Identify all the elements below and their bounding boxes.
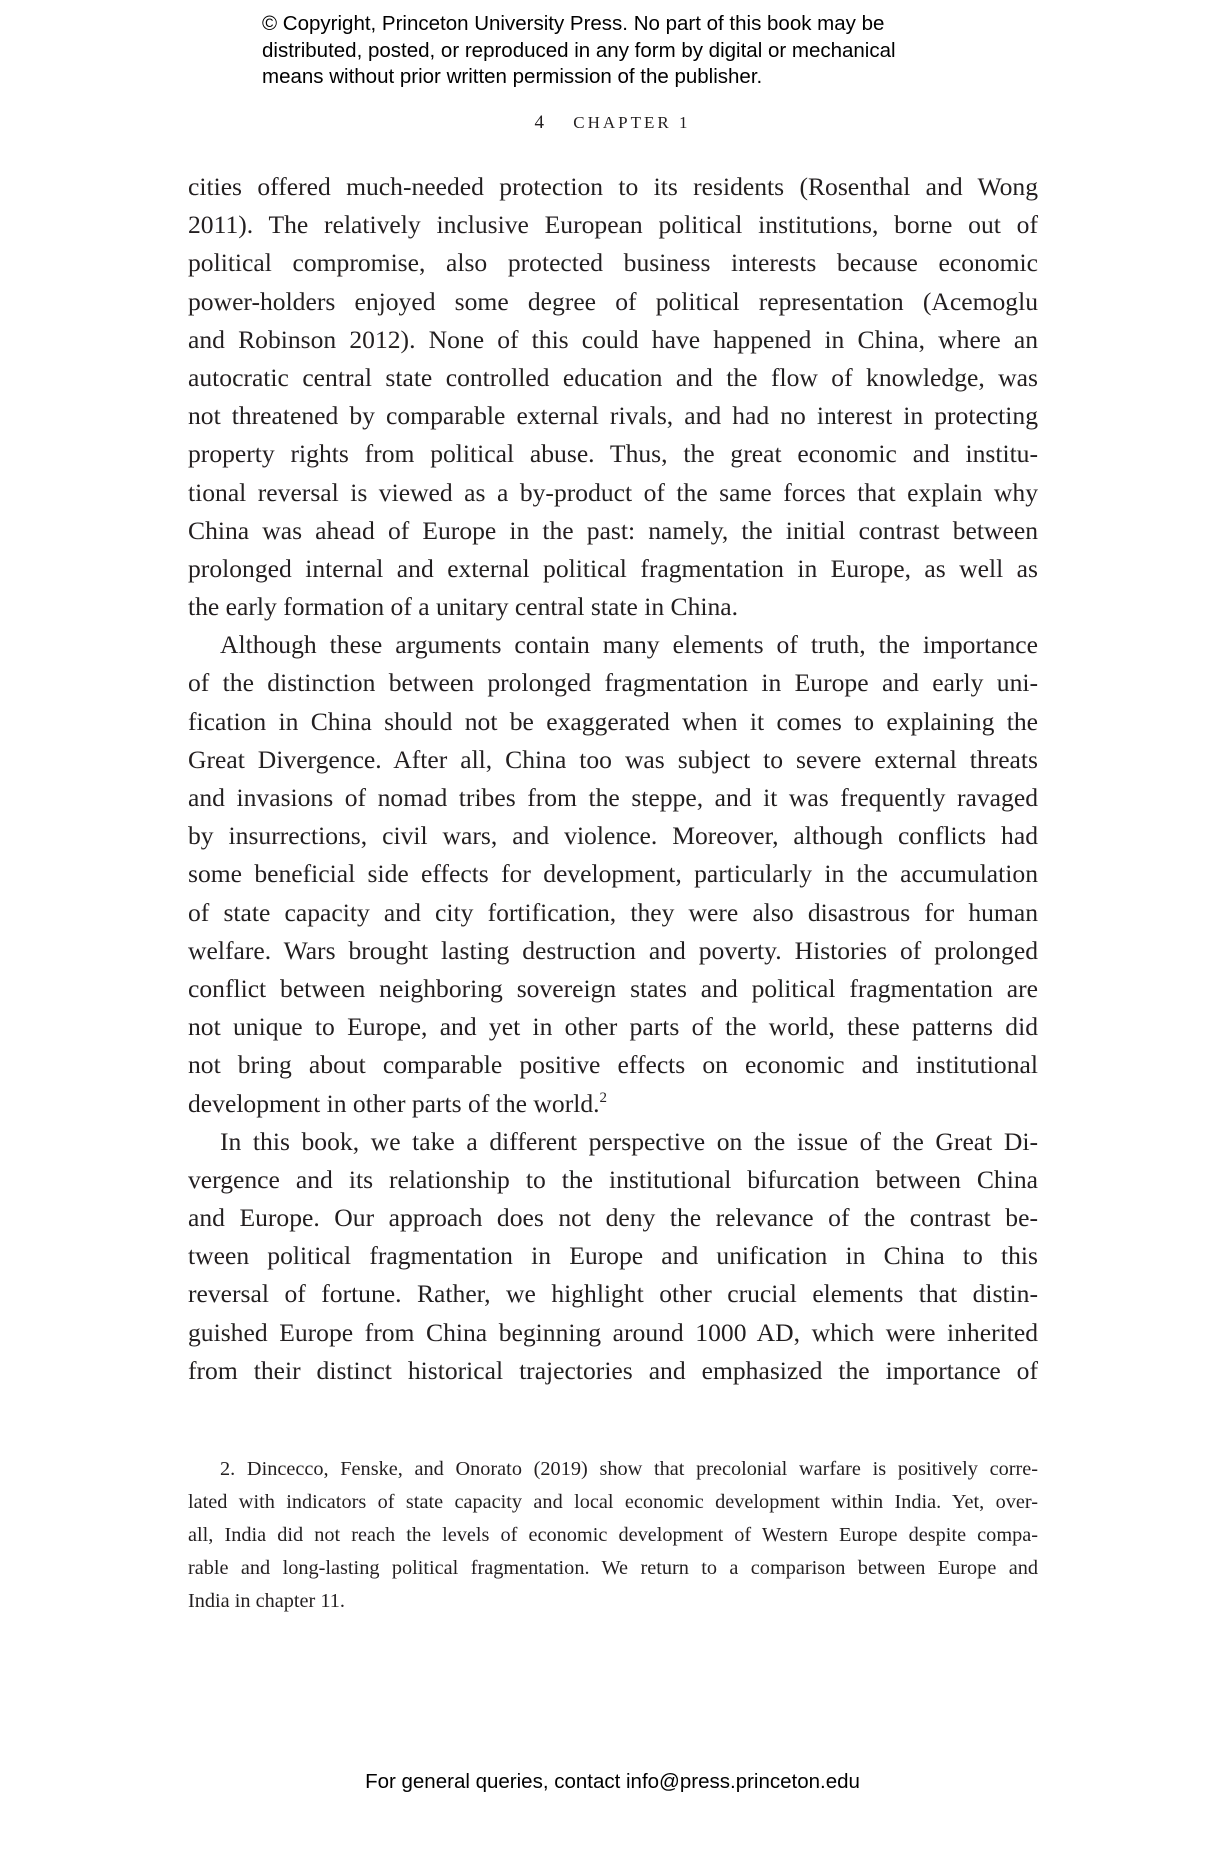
text-line: tween political fragmentation in Europe and unification in China to this [188,1241,1038,1271]
copyright-notice [262,11,1002,91]
text-line: not threatened by comparable external rivals, and had no interest in protecting [188,401,1038,431]
copyright-line: means without prior written permission of the publisher. [262,65,763,88]
footnote-line: rable and long-lasting political fragmentation. We return to a comparison between Europe and [188,1557,1038,1580]
paragraph-1 [188,168,1038,626]
text-line: from their distinct historical trajectories and emphasized the importance of [188,1355,1038,1385]
paragraph-3 [188,1123,1038,1390]
body-text [188,168,1038,1390]
footnote-line: India in chapter 11. [188,1590,345,1613]
text-line: autocratic central state controlled education and the flow of knowledge, was [188,362,1038,392]
footnote-line: 2. Dincecco, Fenske, and Onorato (2019) show that precolonial warfare is positively corre- [220,1458,1038,1480]
footnote [188,1453,1038,1618]
text-line: Great Divergence. After all, China too was subject to severe external threats [188,744,1038,774]
text-line: development in other parts of the world. [188,1088,600,1118]
footer-contact: For general queries, contact info@press.princeton.edu [365,1770,860,1793]
text-line: of the distinction between prolonged fragmentation in Europe and early uni- [188,668,1038,698]
text-line: property rights from political abuse. Thus, the great economic and institu- [188,439,1038,469]
text-line: China was ahead of Europe in the past: namely, the initial contrast between [188,515,1038,545]
text-line: not bring about comparable positive effects on economic and institutional [188,1050,1038,1080]
text-line: tional reversal is viewed as a by-product of the same forces that explain why [188,477,1038,507]
text-line-with-ref [188,1085,1038,1123]
footnote-ref[interactable]: 2 [599,1089,608,1106]
text-line: 2011). The relatively inclusive European political institutions, borne out of [188,210,1038,240]
footnote-line: lated with indicators of state capacity and local economic development within India. Yet, over- [188,1491,1038,1514]
text-line: prolonged internal and external political fragmentation in Europe, as well as [188,553,1038,583]
text-line: and Europe. Our approach does not deny the relevance of the contrast be- [188,1203,1038,1233]
text-line: not unique to Europe, and yet in other parts of the world, these patterns did [188,1012,1038,1042]
text-line: Although these arguments contain many elements of truth, the importance [220,630,1038,660]
text-line: of state capacity and city fortification, they were also disastrous for human [188,897,1038,927]
text-line: and Robinson 2012). None of this could have happened in China, where an [188,324,1038,354]
text-line: In this book, we take a different perspective on the issue of the Great Di- [220,1126,1038,1156]
text-line: vergence and its relationship to the institutional bifurcation between China [188,1164,1038,1194]
text-line: power-holders enjoyed some degree of political representation (Acemoglu [188,286,1038,316]
copyright-line: distributed, posted, or reproduced in any form by digital or mechanical [262,38,896,62]
text-line: by insurrections, civil wars, and violence. Moreover, although conflicts had [188,821,1038,851]
copyright-line: © Copyright, Princeton University Press. No part of this book may be [262,12,885,35]
footnote-line: all, India did not reach the levels of economic development of Western Europe despite compa- [188,1524,1038,1547]
text-line: conflict between neighboring sovereign states and political fragmentation are [188,973,1038,1003]
chapter-label: CHAPTER 1 [573,113,691,132]
text-line: political compromise, also protected business interests because economic [188,248,1038,278]
text-line: welfare. Wars brought lasting destruction and poverty. Histories of prolonged [188,935,1038,965]
text-line: some beneficial side effects for development, particularly in the accumulation [188,859,1038,889]
text-line: fication in China should not be exaggerated when it comes to explaining the [188,706,1038,736]
text-line: the early formation of a unitary central state in China. [188,592,739,622]
paragraph-2 [188,626,1038,1122]
text-line: guished Europe from China beginning around 1000 AD, which were inherited [188,1317,1038,1347]
text-line: and invasions of nomad tribes from the steppe, and it was frequently ravaged [188,783,1038,812]
running-head [0,112,1225,134]
page-number: 4 [534,112,545,133]
text-line: reversal of fortune. Rather, we highlight other crucial elements that distin- [188,1279,1038,1309]
text-line: cities offered much-needed protection to its residents (Rosenthal and Wong [188,172,1038,201]
